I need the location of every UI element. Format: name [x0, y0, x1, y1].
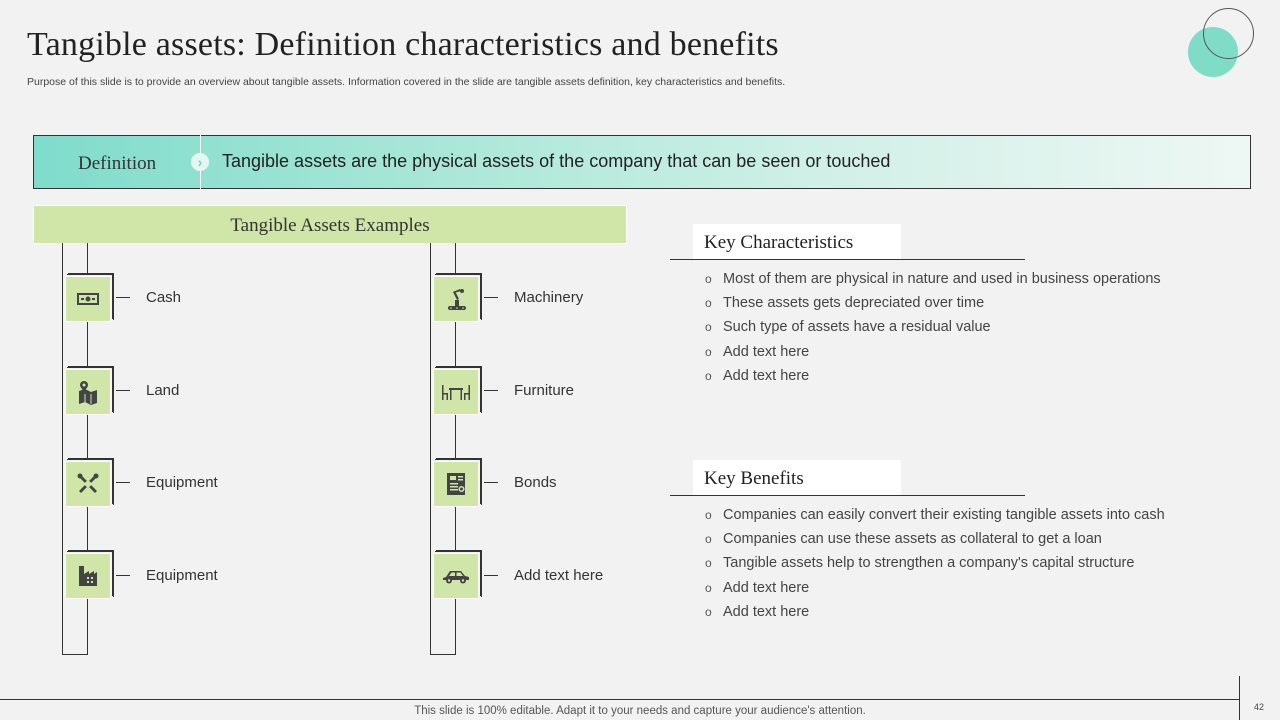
example-label: Bonds — [514, 474, 557, 491]
bullet-circle-icon: o — [705, 508, 712, 522]
list-item: o Add text here — [705, 340, 1161, 364]
benefits-divider — [670, 495, 1025, 496]
list-item: o These assets gets depreciated over time — [705, 291, 1161, 315]
example-label: Cash — [146, 289, 182, 306]
list-item: o Such type of assets have a residual value — [705, 315, 1161, 339]
example-label: Furniture — [514, 382, 575, 399]
chevron-right-icon: › — [191, 153, 209, 171]
page-title: Tangible assets: Definition characteristics and benefits — [27, 26, 779, 63]
footer-divider — [0, 699, 1240, 700]
bullet-circle-icon: o — [705, 368, 712, 383]
examples-header: Tangible Assets Examples — [33, 205, 627, 244]
tools-icon — [65, 461, 111, 507]
bullet-circle-icon: o — [705, 320, 712, 335]
bullet-circle-icon: o — [705, 580, 712, 595]
page-number: 42 — [1254, 702, 1265, 712]
benefits-title: Key Benefits — [693, 460, 901, 496]
car-icon — [433, 553, 479, 599]
benefits-list — [705, 503, 1165, 624]
factory-icon — [65, 553, 111, 599]
bullet-circle-icon: o — [705, 556, 712, 571]
page-subtitle: Purpose of this slide is to provide an overview about tangible assets. Information covered in the slide are tangible assets definition, key characteristics and benefits. — [27, 76, 786, 88]
list-item: o Companies can use these assets as collateral to get a loan — [705, 527, 1165, 551]
bullet-circle-icon: o — [705, 604, 712, 619]
definition-bar — [33, 135, 1251, 189]
list-item: o Add text here — [705, 600, 1165, 624]
list-item: o Most of them are physical in nature and used in business operations — [705, 267, 1161, 291]
land-map-icon — [65, 369, 111, 415]
definition-label: Definition — [78, 153, 157, 174]
list-item: o Add text here — [705, 364, 1161, 388]
example-label: Equipment — [146, 567, 218, 584]
bond-certificate-icon — [433, 461, 479, 507]
bullet-circle-icon: o — [705, 272, 712, 286]
bullet-circle-icon: o — [705, 296, 712, 311]
definition-text: Tangible assets are the physical assets of the company that can be seen or touched — [222, 151, 891, 171]
list-item: o Tangible assets help to strengthen a company's capital structure — [705, 551, 1165, 575]
bullet-circle-icon: o — [705, 532, 712, 547]
example-label: Machinery — [514, 289, 584, 306]
table-chairs-icon — [433, 369, 479, 415]
list-item: o Add text here — [705, 576, 1165, 600]
robotic-arm-icon — [433, 276, 479, 322]
characteristics-title: Key Characteristics — [693, 224, 901, 260]
footer-text: This slide is 100% editable. Adapt it to your needs and capture your audience's attention. — [414, 705, 866, 717]
decorative-circle-ring — [1203, 8, 1254, 59]
characteristics-divider — [670, 259, 1025, 260]
list-item: o Companies can easily convert their existing tangible assets into cash — [705, 503, 1165, 527]
example-label: Add text here — [514, 567, 604, 584]
bullet-circle-icon: o — [705, 344, 712, 359]
example-label: Land — [146, 382, 180, 399]
cash-icon — [65, 276, 111, 322]
example-label: Equipment — [146, 474, 218, 491]
characteristics-list — [705, 267, 1161, 388]
